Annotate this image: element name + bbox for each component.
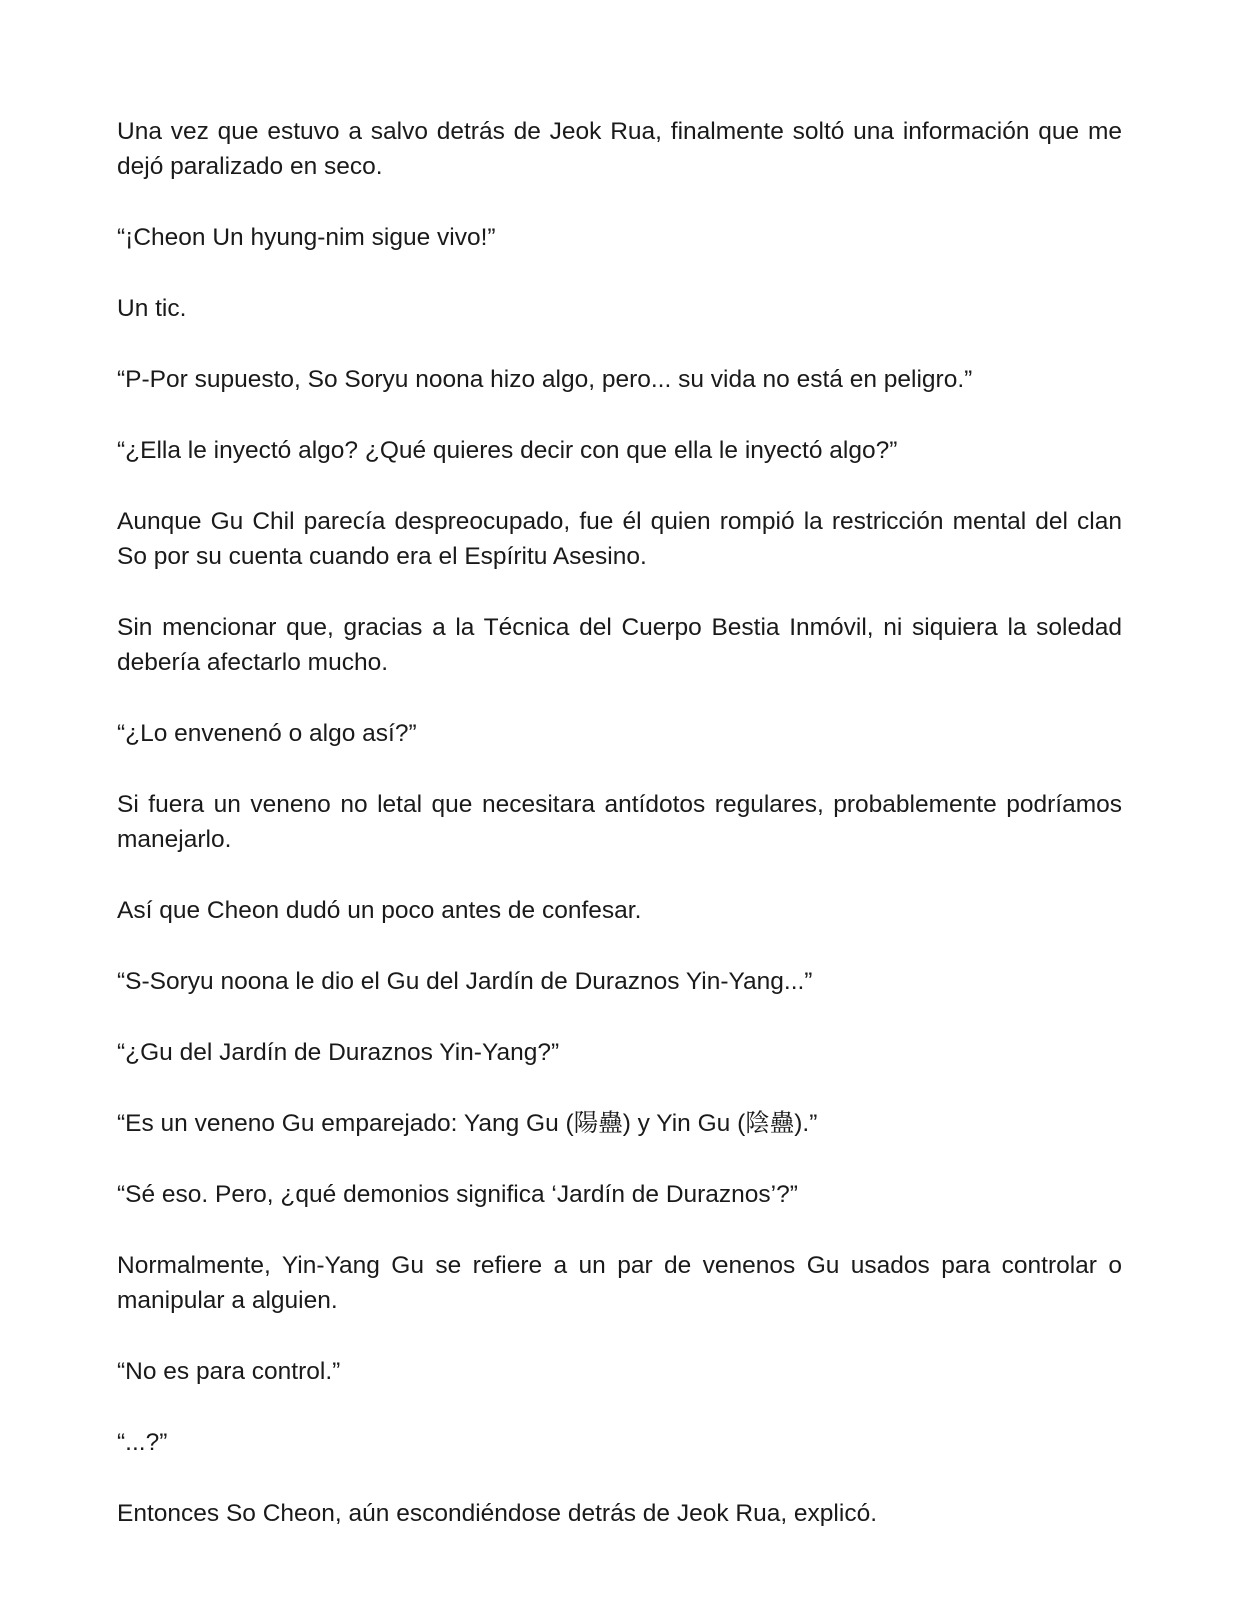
paragraph-8: “¿Lo envenenó o algo así?” — [117, 720, 417, 747]
paragraph-13: “Es un veneno Gu emparejado: Yang Gu (陽蠱) y Yin Gu (陰蠱).” — [117, 1110, 818, 1137]
document-body — [117, 114, 1122, 1567]
paragraph-11: “S-Soryu noona le dio el Gu del Jardín de Duraznos Yin-Yang...” — [117, 968, 813, 995]
paragraph-14: “Sé eso. Pero, ¿qué demonios significa ‘Jardín de Duraznos’?” — [117, 1181, 798, 1208]
paragraph-6: Aunque Gu Chil parecía despreocupado, fue él quien rompió la restricción mental del clan So por su cuenta cuando era el Espíritu Asesino. — [117, 508, 1122, 570]
paragraph-18: Entonces So Cheon, aún escondiéndose detrás de Jeok Rua, explicó. — [117, 1500, 878, 1527]
paragraph-7: Sin mencionar que, gracias a la Técnica del Cuerpo Bestia Inmóvil, ni siquiera la soledad debería afectarlo mucho. — [117, 614, 1122, 676]
paragraph-1: Una vez que estuvo a salvo detrás de Jeok Rua, finalmente soltó una información que me dejó paralizado en seco. — [117, 118, 1122, 180]
paragraph-17: “...?” — [117, 1429, 168, 1456]
paragraph-15: Normalmente, Yin-Yang Gu se refiere a un par de venenos Gu usados para controlar o manipular a alguien. — [117, 1252, 1122, 1314]
paragraph-16: “No es para control.” — [117, 1358, 341, 1385]
paragraph-3: Un tic. — [117, 295, 187, 322]
paragraph-4: “P-Por supuesto, So Soryu noona hizo algo, pero... su vida no está en peligro.” — [117, 366, 973, 393]
paragraph-12: “¿Gu del Jardín de Duraznos Yin-Yang?” — [117, 1039, 560, 1066]
paragraph-5: “¿Ella le inyectó algo? ¿Qué quieres decir con que ella le inyectó algo?” — [117, 437, 898, 464]
paragraph-2: “¡Cheon Un hyung-nim sigue vivo!” — [117, 224, 496, 251]
paragraph-9: Si fuera un veneno no letal que necesitara antídotos regulares, probablemente podríamos manejarlo. — [117, 791, 1122, 853]
paragraph-10: Así que Cheon dudó un poco antes de confesar. — [117, 897, 642, 924]
